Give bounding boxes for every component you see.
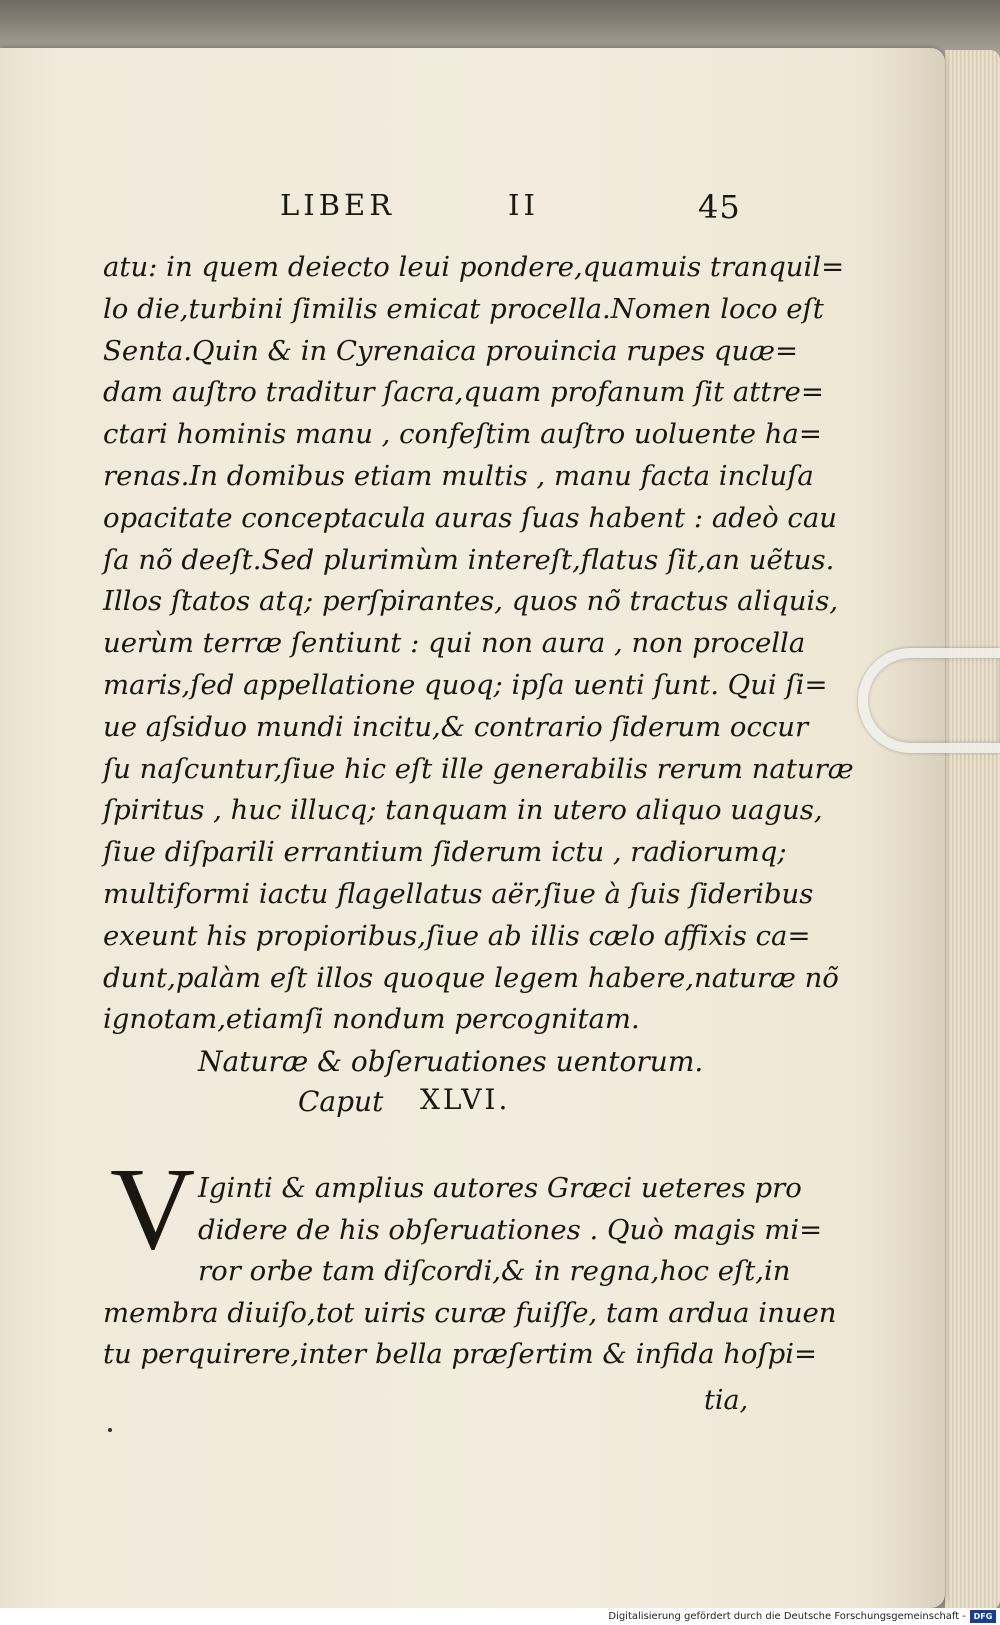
text-line: uerùm terræ ſentiunt : qui non aura , non procella — [103, 627, 806, 660]
caput-number: XLVI. — [420, 1083, 511, 1116]
text-line: multiformi iactu flagellatus aër,ſiue à ſuis ſideribus — [103, 878, 814, 910]
text-line: maris,ſed appellatione quoq; ipſa uenti ſunt. Qui ſi= — [103, 669, 828, 701]
text-line: Iginti & amplius autores Græci ueteres pro — [198, 1172, 802, 1204]
text-line: ſpiritus , huc illucq; tanquam in utero aliquo uagus, — [103, 794, 823, 827]
ink-dot — [108, 1428, 112, 1432]
page-edges — [945, 50, 1000, 1610]
text-line: didere de his obſeruationes . Quò magis mi= — [198, 1213, 823, 1246]
catchword: tia, — [704, 1385, 749, 1416]
plastic-page-clip — [858, 648, 1000, 753]
text-line: ctari hominis manu , confeſtim auſtro uoluente ha= — [103, 418, 822, 451]
text-line: tu perquirere,inter bella præſertim & infida hoſpi= — [103, 1338, 818, 1370]
text-line: ſu naſcuntur,ſiue hic eſt ille generabilis rerum naturæ — [103, 752, 854, 785]
text-line: renas.In domibus etiam multis , manu facta incluſa — [103, 460, 814, 492]
footer-credit: Digitalisierung gefördert durch die Deutsche Forschungsgemeinschaft - — [608, 1611, 966, 1622]
footer-bar — [0, 1608, 1000, 1625]
book-number: II — [508, 188, 539, 222]
running-header — [280, 188, 780, 228]
text-line: Illos ſtatos atq; perſpirantes, quos nõ tractus aliquis, — [103, 585, 839, 618]
page-number: 45 — [698, 188, 741, 226]
text-line: ignotam,etiamſi nondum percognitam. — [103, 1003, 640, 1036]
dfg-logo: DFG — [970, 1610, 996, 1623]
caput-label: Caput — [298, 1085, 384, 1118]
text-line: ſa nõ deeſt.Sed plurimùm intereſt,flatus ſit,an uẽtus. — [103, 543, 835, 576]
text-line: membra diuiſo,tot uiris curæ fuiſſe, tam ardua inuen — [103, 1296, 837, 1329]
book-page — [0, 48, 945, 1608]
text-line: Senta.Quin & in Cyrenaica prouincia rupes quæ= — [103, 334, 799, 367]
text-line: ue aſsiduo mundi incitu,& contrario ſiderum occur — [103, 710, 809, 743]
text-line: atu: in quem deiecto leui pondere,quamuis tranquil= — [103, 251, 845, 283]
text-line: lo die,turbini ſimilis emicat procella.Nomen loco eſt — [103, 292, 824, 325]
chapter-subtitle: Naturæ & obſeruationes uentorum. — [198, 1045, 704, 1078]
drop-cap-initial: V — [110, 1143, 196, 1274]
text-line: dunt,palàm eſt illos quoque legem habere,naturæ nõ — [103, 961, 839, 994]
text-line: opacitate conceptacula auras ſuas habent : adeò cau — [103, 501, 837, 534]
text-line: exeunt his propioribus,ſiue ab illis cælo affixis ca= — [103, 919, 811, 952]
text-line: ſiue diſparili errantium ſiderum ictu , radiorumq; — [103, 836, 787, 869]
text-line: dam auſtro traditur ſacra,quam profanum ſit attre= — [103, 376, 824, 409]
running-title: LIBER — [280, 188, 396, 222]
text-line: ror orbe tam diſcordi,& in regna,hoc eſt,in — [198, 1255, 791, 1287]
